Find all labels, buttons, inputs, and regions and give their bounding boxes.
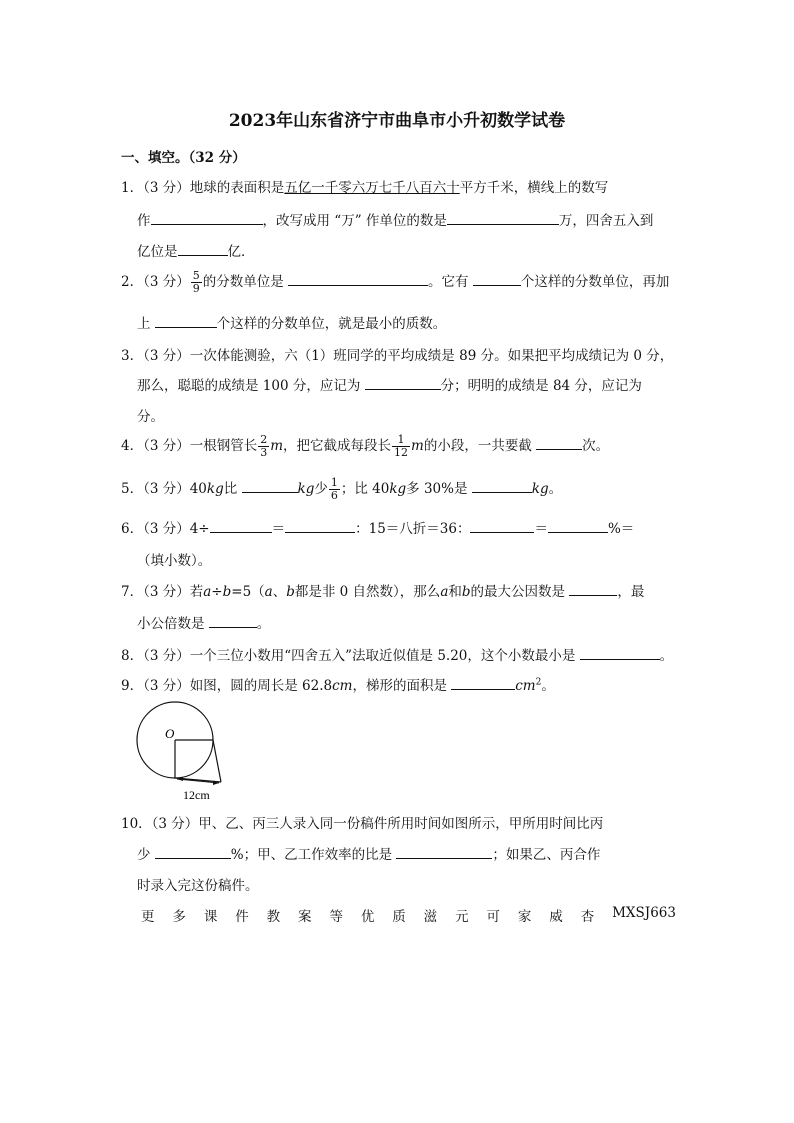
answer-blank[interactable]	[209, 613, 257, 628]
question-1-line-2: 作 ，改写成用 “万” 作单位的数是 万，四舍五入到	[137, 209, 653, 229]
question-3-line-2: 那么，聪聪的成绩是 100 分，应记为 分；明明的成绩是 84 分，应记为	[137, 374, 642, 394]
underlined-number: 五亿一千零六万七千八百六十	[284, 180, 460, 196]
answer-blank[interactable]	[447, 210, 559, 225]
answer-blank[interactable]	[569, 581, 617, 596]
question-4: 4．（3 分）一根钢管长 $\frac{2}{3}$ m，把它截成每段长 $\frac{1}{12}$ m的小段，一共要截 次。	[121, 433, 610, 459]
fraction: $\frac{1}{12}$	[394, 433, 409, 459]
answer-blank[interactable]	[288, 271, 428, 286]
answer-blank[interactable]	[470, 518, 534, 533]
question-10-line-2: 少 %；甲、乙工作效率的比是 ；如果乙、丙合作	[137, 843, 600, 863]
question-6-line-1: 6．（3 分）4÷ ＝ ：15＝八折＝36： ＝ %＝	[121, 517, 634, 537]
question-3-line-1: 3．（3 分）一次体能测验，六（1）班同学的平均成绩是 89 分。如果把平均成绩记为 0 分，	[121, 348, 674, 364]
section-heading: 一、填空。（32 分）	[121, 150, 246, 166]
length-label: 12cm	[183, 788, 210, 802]
question-10-line-1: 10．（3 分）甲、乙、丙三人录入同一份稿件所用时间如图所示，甲所用时间比丙	[121, 816, 604, 832]
answer-blank[interactable]	[242, 478, 298, 493]
geometry-diagram	[133, 700, 243, 804]
answer-blank[interactable]	[396, 844, 492, 859]
answer-blank[interactable]	[536, 435, 582, 450]
question-2-line-2: 上 个这样的分数单位，就是最小的质数。	[137, 312, 446, 332]
footer-code: MXSJ663	[612, 905, 676, 921]
answer-blank[interactable]	[472, 478, 532, 493]
question-7-line-2: 小公倍数是 。	[137, 612, 270, 632]
question-7-line-1: 7．（3 分）若a÷b=5（a、b都是非 0 自然数），那么a和b的最大公因数是 ，最	[121, 580, 644, 600]
question-1-line-1: 1．（3 分）地球的表面积是五亿一千零六万七千八百六十平方千米，横线上的数写	[121, 180, 609, 196]
center-label: O	[165, 726, 175, 741]
question-2-line-1: 2．（3 分） $\frac{5}{9}$ 的分数单位是 。它有 个这样的分数单位，再加	[121, 269, 670, 295]
fraction: $\frac{2}{3}$	[260, 433, 268, 459]
answer-blank[interactable]	[473, 271, 521, 286]
answer-blank[interactable]	[580, 645, 660, 660]
question-6-line-2: （填小数）。	[137, 553, 212, 569]
fraction: $\frac{1}{6}$	[330, 476, 338, 502]
answer-blank[interactable]	[451, 675, 515, 690]
fraction: $\frac{5}{9}$	[192, 269, 200, 295]
question-3-line-3: 分。	[137, 409, 164, 425]
question-8: 8．（3 分）一个三位小数用“四舍五入”法取近似值是 5.20，这个小数最小是 。	[121, 644, 673, 664]
answer-blank[interactable]	[210, 518, 272, 533]
question-5: 5．（3 分）40kg比 kg少 $\frac{1}{6}$ ；比 40kg多 30%是 kg。	[121, 476, 563, 502]
answer-blank[interactable]	[178, 241, 228, 256]
circle-trapezoid-figure	[133, 700, 243, 804]
footer-watermark: 更 多 课 件 教 案 等 优 质 滋 元 可 家 威 杏 MXSJ663	[141, 905, 676, 925]
answer-blank[interactable]	[285, 518, 355, 533]
answer-blank[interactable]	[155, 313, 217, 328]
page-title: 2023年山东省济宁市曲阜市小升初数学试卷	[228, 111, 566, 131]
answer-blank[interactable]	[155, 844, 231, 859]
answer-blank[interactable]	[548, 518, 608, 533]
question-1-line-3: 亿位是 亿．	[137, 240, 255, 260]
question-10-line-3: 时录入完这份稿件。	[137, 878, 259, 894]
trapezoid-side	[213, 740, 221, 782]
answer-blank[interactable]	[151, 210, 263, 225]
question-9: 9．（3 分）如图，圆的周长是 62.8cm，梯形的面积是 $cm^2$。	[121, 674, 555, 694]
answer-blank[interactable]	[365, 375, 441, 390]
